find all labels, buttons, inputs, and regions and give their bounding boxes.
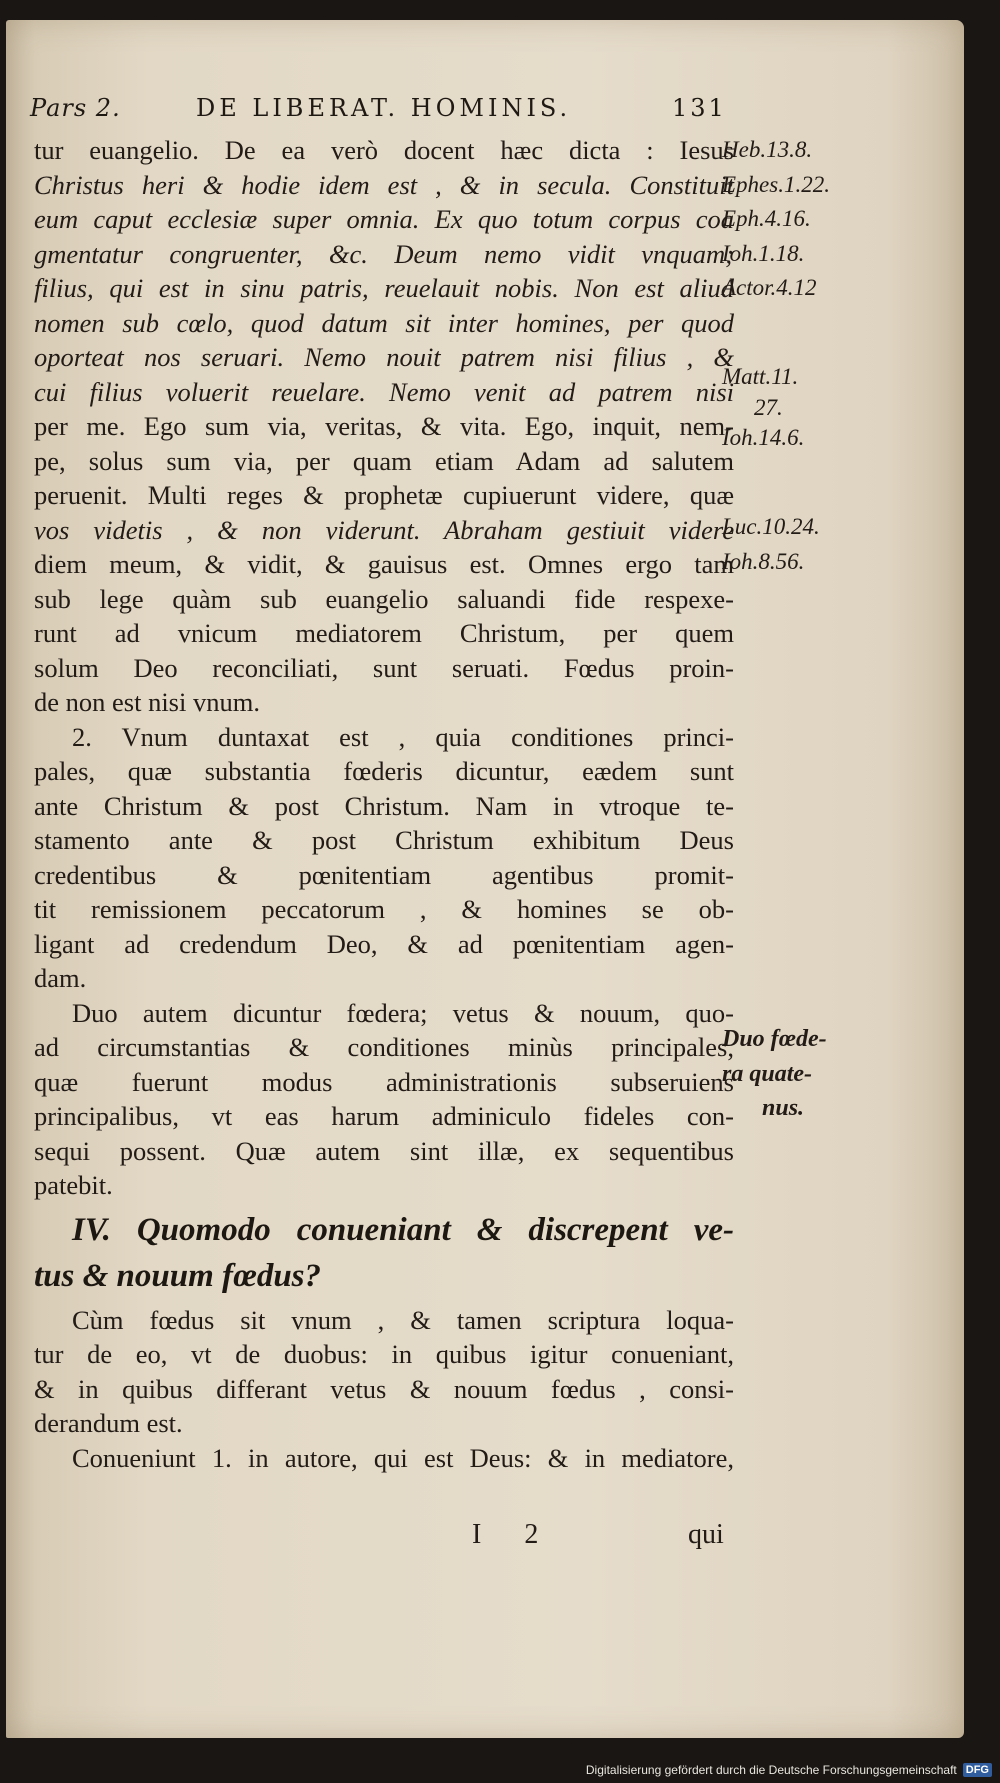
text-line: 2. Vnum duntaxat est , quia conditiones princi- [72,721,734,752]
text-line: credentibus & pœnitentiam agentibus promit- [34,859,734,890]
text-line: dam. [34,963,87,993]
text-line: tur de eo, vt de duobus: in quibus igitur conueniant, [34,1339,734,1369]
text-line: gmentatur congruenter, &c. Deum nemo vidit vnquam; [34,238,734,269]
heading-line: tus & nouum fœdus? [34,1257,322,1294]
marginal-ref: Ioh.8.56. [722,548,805,574]
marginal-ref: Ioh.14.6. [722,424,805,450]
text-line: Christus heri & hodie idem est , & in secula. Constituit [34,169,734,200]
text-line: cui filius voluerit reuelare. Nemo venit ad patrem nisi [34,376,734,407]
section-heading [34,1207,734,1299]
text-line: pales, quæ substantia fœderis dicuntur, eædem sunt [34,756,734,786]
text-line: de non est nisi vnum. [34,687,260,717]
text-line: peruenit. Multi reges & prophetæ cupiuerunt videre, quæ [34,480,734,510]
text-line: eum caput ecclesiæ super omnia. Ex quo totum corpus coa [34,204,734,234]
marginal-references-3 [722,510,872,579]
text-line: tit remissionem peccatorum , & homines se ob- [34,894,734,924]
text-line: ligant ad credendum Deo, & ad pœnitentiam agen- [34,928,734,959]
text-line: pe, solus sum via, per quam etiam Adam ad salutem [34,445,734,476]
text-line: quæ fuerunt modus administrationis subseruiens [34,1066,734,1097]
marginal-note-line: ra quate- [722,1060,812,1087]
dfg-logo-icon: DFG [963,1763,992,1777]
catchword: qui [688,1519,724,1550]
marginal-note [722,1022,872,1126]
text-line: filius, qui est in sinu patris, reuelauit nobis. Non est aliud [34,273,734,303]
paragraph-2 [34,720,734,996]
header-part-label: Pars 2. [30,94,121,122]
text-line: runt ad vnicum mediatorem Christum, per quem [34,618,734,648]
text-line: Cùm fœdus sit vnum , & tamen scriptura loqua- [72,1304,734,1335]
paragraph-4 [34,1303,734,1441]
text-line: oporteat nos seruari. Nemo nouit patrem nisi filius , & [34,342,734,372]
credit-text: Digitalisierung gefördert durch die Deutsche Forschungsgemeinschaft [585,1763,957,1777]
paragraph-3 [34,996,734,1203]
paragraph-5 [34,1441,734,1476]
paragraph-1 [34,133,734,720]
text-line: derandum est. [34,1408,183,1438]
text-line: Duo autem dicuntur fœdera; vetus & nouum, quo- [72,997,734,1028]
marginal-ref: Heb.13.8. [722,137,813,162]
running-header [0,94,1000,128]
text-line: Conueniunt 1. in autore, qui est Deus: & in mediatore, [72,1442,734,1473]
marginal-ref: Matt.11. [722,364,799,389]
marginal-ref: Ephes.1.22. [722,171,830,197]
page-footer [0,1519,1000,1559]
marginal-ref: Luc.10.24. [722,514,820,539]
text-line: diem meum, & vidit, & gauisus est. Omnes ergo tam [34,549,734,579]
marginal-note-line: nus. [762,1095,805,1121]
digitization-credit [586,1763,992,1777]
main-text [34,133,734,1475]
marginal-references-2 [722,360,872,455]
text-line: principalibus, vt eas harum adminiculo fideles con- [34,1101,734,1131]
marginal-ref: Actor.4.12 [722,275,817,300]
marginal-note-line: Duo fœde- [722,1026,827,1052]
text-line: patebit. [34,1170,113,1200]
text-line: per me. Ego sum via, veritas, & vita. Ego, inquit, nem- [34,411,734,441]
text-line: ad circumstantias & conditiones minùs principales, [34,1032,734,1062]
text-line: stamento ante & post Christum exhibitum Deus [34,825,734,855]
marginal-ref: Eph.4.16. [722,206,811,231]
text-line: sequi possent. Quæ autem sint illæ, ex sequentibus [34,1135,734,1166]
text-line: & in quibus differant vetus & nouum fœdus , consi- [34,1373,734,1404]
text-line: tur euangelio. De ea verò docent hæc dicta : Iesus [34,135,734,165]
page-number: 131 [672,94,727,122]
text-line: vos videtis , & non viderunt. Abraham gestiuit videre [34,514,734,545]
marginal-ref: Ioh.1.18. [722,240,805,266]
heading-line: IV. Quomodo conueniant & discrepent ve- [72,1211,734,1248]
marginal-ref: 27. [754,394,783,420]
text-line: nomen sub cœlo, quod datum sit inter homines, per quod [34,307,734,338]
text-line: solum Deo reconciliati, sunt seruati. Fœdus proin- [34,652,734,683]
text-line: ante Christum & post Christum. Nam in vtroque te- [34,790,734,821]
header-title: DE LIBERAT. HOMINIS. [196,94,572,122]
marginal-references-1 [722,133,872,306]
text-line: sub lege quàm sub euangelio saluandi fide respexe- [34,583,734,614]
signature-mark: I 2 [472,1519,557,1550]
